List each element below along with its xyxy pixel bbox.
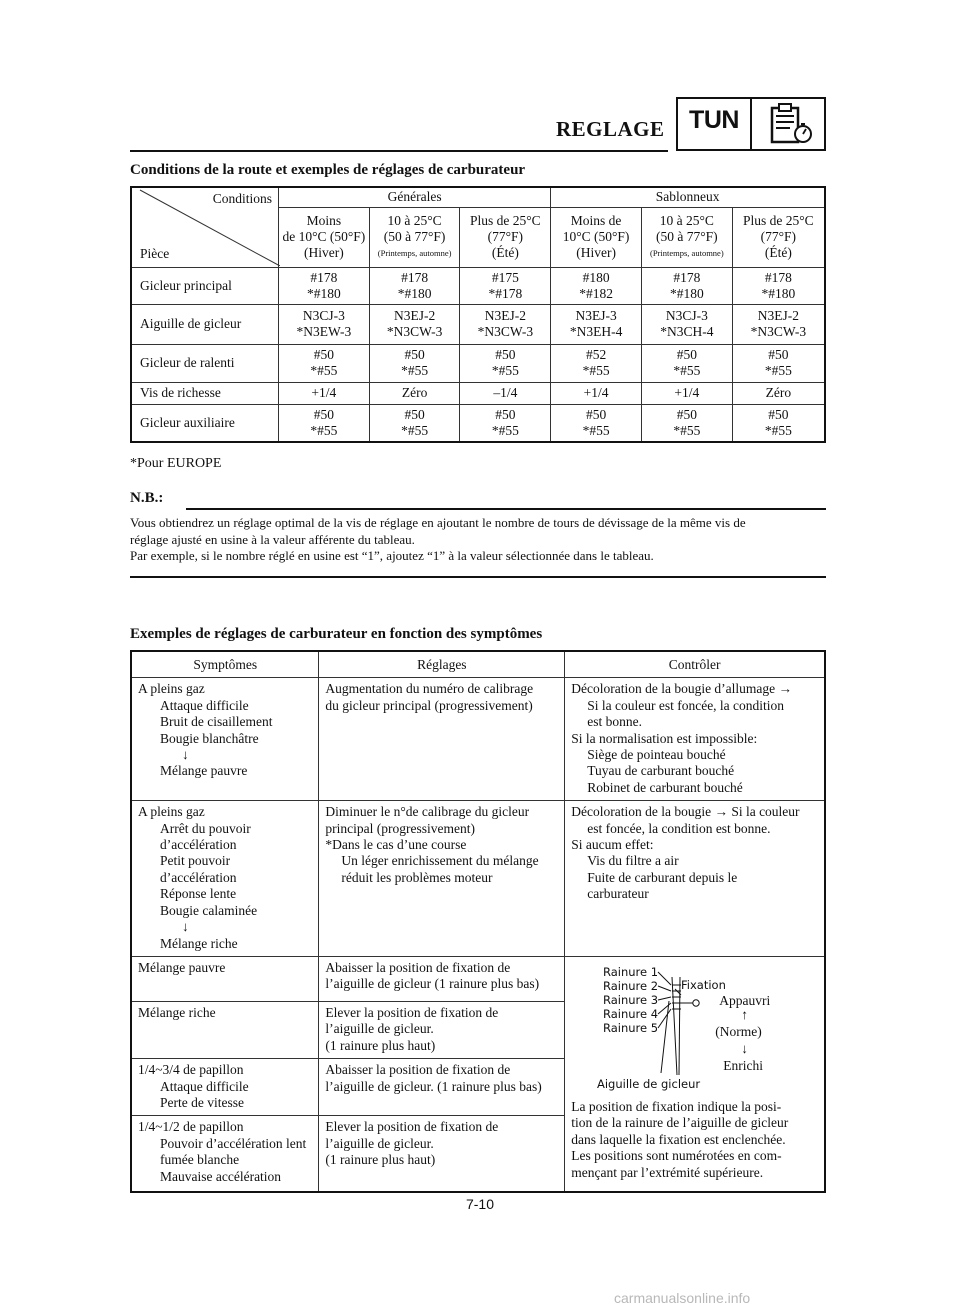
setting-cell — [732, 304, 825, 344]
setting-cell — [369, 382, 460, 404]
setting-cell — [460, 304, 551, 344]
groove-label: Rainure 4 — [603, 1006, 659, 1021]
row-label: Aiguille de gicleur — [131, 304, 278, 344]
symptom-line: Bougie calaminée — [160, 902, 258, 918]
setting-value: *#55 — [673, 363, 701, 378]
symptom-cell — [131, 678, 319, 801]
setting-cell — [460, 267, 551, 304]
setting-value: *#55 — [764, 422, 792, 438]
header-controler: Contrôler — [565, 651, 825, 678]
setting-cell — [641, 267, 732, 304]
column-header-line: (Hiver) — [576, 245, 616, 260]
groove-label: Rainure 2 — [603, 978, 659, 993]
adjustment-cell — [319, 1001, 565, 1058]
adjustment-cell — [319, 956, 565, 1001]
column-header — [732, 207, 825, 267]
setting-cell — [369, 404, 460, 442]
setting-value: N3EJ-2 — [484, 308, 526, 323]
setting-value: *N3CH-4 — [660, 324, 714, 339]
adjustment-line: l’aiguille de gicleur. — [325, 1021, 434, 1037]
symptom-line: Réponse lente — [160, 886, 237, 902]
setting-cell — [732, 404, 825, 442]
check-cell — [565, 801, 825, 957]
column-header — [551, 207, 642, 267]
setting-cell — [369, 304, 460, 344]
setting-value: #50 — [404, 347, 425, 362]
adjustment-cell — [319, 1059, 565, 1116]
symptom-line: d’accélération — [160, 869, 237, 885]
adjustment-line: Diminuer le n°de calibrage du gicleur — [325, 804, 530, 820]
setting-cell — [460, 344, 551, 382]
setting-cell — [641, 304, 732, 344]
setting-cell — [732, 344, 825, 382]
check-line: Si aucum effet: — [571, 837, 654, 853]
symptom-line: Mélange pauvre — [160, 763, 248, 779]
table-row — [131, 678, 825, 801]
note-top-rule — [186, 508, 826, 510]
column-header-line: (Été) — [491, 245, 519, 260]
setting-value: *N3EH-4 — [569, 324, 623, 339]
corner-header-cell — [131, 187, 278, 267]
section1-title: Conditions de la route et exemples de réglages de carburateur — [130, 162, 526, 178]
table-row — [131, 956, 825, 1001]
setting-value: #50 — [313, 347, 334, 362]
column-header-line: 10 à 25°C — [387, 213, 442, 228]
caption-line: dans laquelle la fixation est enclenchée. — [571, 1131, 786, 1147]
column-header-line: Moins de — [570, 213, 622, 228]
group-header-sablonneux: Sablonneux — [551, 187, 825, 207]
groove-label: Rainure 1 — [603, 964, 659, 979]
note-line: Vous obtiendrez un réglage optimal de la vis de réglage en ajoutant le nombre de tours de dévissage de la même vis de — [130, 515, 746, 530]
check-line: est bonne. — [587, 714, 642, 730]
symptom-line: d’accélération — [160, 837, 237, 853]
setting-value: #180 — [582, 269, 610, 285]
symptom-line: fumée blanche — [160, 1152, 240, 1168]
check-line: Vis du filtre a air — [587, 853, 679, 869]
symptom-line: 1/4~3/4 de papillon — [138, 1062, 244, 1078]
tun-badge-label: TUN — [689, 106, 739, 134]
adjustment-line: (1 rainure plus haut) — [325, 1152, 436, 1168]
tun-badge-divider — [750, 97, 752, 151]
section2-title: Exemples de réglages de carburateur en fonction des symptômes — [130, 626, 543, 642]
check-line: est foncée, la condition est bonne. — [587, 820, 771, 836]
adjustment-line: Elever la position de fixation de — [325, 1004, 499, 1020]
column-header-line: de 10°C (50°F) — [282, 229, 366, 244]
setting-value: N3CJ-3 — [665, 308, 708, 323]
enrichi-label: Enrichi — [723, 1057, 763, 1073]
header-reglages: Réglages — [319, 651, 565, 678]
setting-cell — [641, 404, 732, 442]
appauvri-label: Appauvri — [719, 992, 771, 1008]
table-row — [131, 404, 825, 442]
symptom-line: Arrêt du pouvoir — [160, 820, 251, 836]
adjustment-line: réduit les problèmes moteur — [341, 869, 493, 885]
setting-value: #50 — [676, 347, 697, 362]
symptom-line: Bruit de cisaillement — [160, 714, 273, 730]
column-header-line: (77°F) — [487, 229, 524, 244]
note-text — [130, 515, 830, 565]
column-header-line: (Été) — [764, 245, 792, 260]
setting-value: #52 — [585, 347, 607, 362]
corner-conditions-label: Conditions — [212, 191, 272, 206]
symptom-line: Mélange riche — [138, 1004, 216, 1020]
setting-value: *N3EW-3 — [296, 324, 352, 339]
symptom-line: Pouvoir d’accélération lent — [160, 1135, 307, 1151]
symptom-line: Bougie blanchâtre — [160, 730, 259, 746]
symptom-line: Mauvaise accélération — [160, 1168, 282, 1184]
setting-cell — [369, 267, 460, 304]
setting-value: *#180 — [669, 285, 704, 301]
adjustment-line: l’aiguille de gicleur. — [325, 1135, 434, 1151]
note-line: réglage ajusté en usine à la valeur afférente du tableau. — [130, 531, 415, 547]
check-line: Si la couleur — [731, 804, 800, 820]
column-header-line: (Printemps, automne) — [377, 248, 452, 258]
setting-value: N3CJ-3 — [302, 308, 345, 323]
right-arrow-icon: → — [778, 681, 793, 697]
adjustment-line: Abaisser la position de fixation de — [325, 959, 511, 975]
setting-cell — [551, 344, 642, 382]
setting-value: #50 — [495, 347, 516, 362]
symptom-line: Mélange riche — [160, 935, 238, 951]
corner-piece-label: Pièce — [140, 246, 170, 261]
setting-cell — [551, 267, 642, 304]
setting-cell — [732, 267, 825, 304]
check-cell — [565, 678, 825, 801]
setting-value: #178 — [401, 269, 429, 285]
header-symptomes: Symptômes — [131, 651, 319, 678]
needle-diagram-cell — [565, 956, 825, 1191]
setting-cell — [278, 304, 369, 344]
setting-value: *#55 — [401, 363, 429, 378]
column-header-line: Plus de 25°C — [470, 213, 541, 228]
down-arrow-icon: ↓ — [741, 1040, 748, 1056]
setting-value: *#55 — [764, 363, 792, 378]
right-arrow-icon: → — [714, 804, 728, 820]
note-bottom-rule — [130, 576, 826, 578]
caption-line: La position de fixation indique la posi- — [571, 1098, 782, 1114]
symptom-line: Perte de vitesse — [160, 1094, 244, 1110]
column-header — [641, 207, 732, 267]
column-header — [460, 207, 551, 267]
check-line: Siège de pointeau bouché — [587, 747, 726, 763]
adjustment-line: principal (progressivement) — [325, 820, 475, 836]
note-line: Par exemple, si le nombre réglé en usine est “1”, ajoutez “1” à la valeur sélectionnée dans le tableau. — [130, 548, 654, 563]
setting-value: *#55 — [491, 363, 519, 378]
setting-value: Zéro — [401, 385, 428, 400]
column-header-line: 10°C (50°F) — [562, 229, 630, 244]
adjustment-line: du gicleur principal (progressivement) — [325, 697, 533, 713]
symptom-line: Attaque difficile — [160, 1078, 249, 1094]
group-header-generales: Générales — [278, 187, 550, 207]
table-row — [131, 382, 825, 404]
adjustment-cell — [319, 678, 565, 801]
setting-value: N3EJ-3 — [575, 308, 617, 323]
setting-cell — [732, 382, 825, 404]
column-header-line: (50 à 77°F) — [383, 229, 446, 244]
setting-cell — [278, 267, 369, 304]
setting-value: *#178 — [488, 285, 523, 301]
check-line: Décoloration de la bougie — [571, 804, 712, 820]
setting-value: *#55 — [310, 363, 338, 378]
row-label: Gicleur auxiliaire — [131, 404, 278, 442]
setting-value: *#55 — [582, 422, 610, 438]
setting-cell — [551, 382, 642, 404]
column-header-line: Moins — [306, 213, 342, 228]
down-arrow-icon: ↓ — [182, 747, 189, 763]
setting-value: +1/4 — [311, 385, 337, 400]
setting-value: #50 — [495, 406, 516, 422]
check-line: Robinet de carburant bouché — [587, 779, 743, 795]
setting-value: #178 — [310, 269, 338, 285]
up-arrow-icon: ↑ — [741, 1006, 748, 1022]
symptom-line: A pleins gaz — [138, 804, 205, 820]
caption-line: tion de la rainure de l’aiguille de gicleur — [571, 1115, 789, 1131]
check-line: Si la couleur est foncée, la condition — [587, 697, 785, 713]
adjustment-cell — [319, 1116, 565, 1192]
carburetor-settings-table — [130, 186, 826, 443]
header-rule — [130, 150, 668, 152]
adjustment-line: l’aiguille de gicleur (1 rainure plus bas) — [325, 976, 540, 992]
column-header-line: (Printemps, automne) — [650, 248, 724, 258]
setting-value: #50 — [676, 406, 697, 422]
adjustment-line: (1 rainure plus haut) — [325, 1037, 436, 1053]
setting-value: N3EJ-2 — [393, 308, 436, 323]
symptom-line: Attaque difficile — [160, 697, 249, 713]
adjustment-line: Un léger enrichissement du mélange — [341, 853, 539, 869]
symptom-line: A pleins gaz — [138, 681, 205, 697]
setting-value: –1/4 — [493, 385, 518, 400]
norme-label: (Norme) — [715, 1023, 762, 1039]
setting-value: *N3CW-3 — [750, 324, 807, 339]
setting-value: *#55 — [310, 422, 338, 438]
adjustment-line: Augmentation du numéro de calibrage — [325, 681, 534, 697]
setting-cell — [278, 404, 369, 442]
groove-label: Rainure 5 — [603, 1020, 659, 1035]
column-header-line: (77°F) — [760, 229, 797, 244]
symptom-cell — [131, 1001, 319, 1058]
setting-value: #50 — [585, 406, 607, 422]
check-line: carburateur — [587, 886, 649, 902]
check-line: Fuite de carburant depuis le — [587, 869, 738, 885]
setting-value: Zéro — [765, 385, 792, 400]
symptom-line: Petit pouvoir — [160, 853, 231, 869]
setting-value: *#55 — [401, 422, 429, 438]
adjustment-line: Abaisser la position de fixation de — [325, 1062, 511, 1078]
needle-label: Aiguille de gicleur — [597, 1076, 701, 1091]
clipboard-stopwatch-icon — [766, 102, 816, 146]
setting-value: +1/4 — [583, 385, 609, 400]
row-label: Vis de richesse — [131, 382, 278, 404]
table-row — [131, 344, 825, 382]
setting-value: *#55 — [491, 422, 519, 438]
column-header-line: 10 à 25°C — [659, 213, 714, 228]
symptom-line: Mélange pauvre — [138, 959, 226, 975]
settings-table-body — [131, 267, 825, 442]
setting-value: #178 — [764, 269, 792, 285]
setting-value: *#180 — [397, 285, 432, 301]
footnote-europe: *Pour EUROPE — [130, 456, 222, 471]
setting-value: *#180 — [761, 285, 796, 301]
column-header-line: (Hiver) — [303, 245, 344, 260]
setting-value: *N3CW-3 — [386, 324, 443, 339]
setting-value: *N3CW-3 — [477, 324, 534, 339]
check-line: Décoloration de la bougie d’allumage — [571, 681, 776, 697]
adjustment-line: Elever la position de fixation de — [325, 1119, 499, 1135]
note-label: N.B.: — [130, 490, 164, 506]
watermark: carmanualsonline.info — [614, 1290, 751, 1306]
symptom-cell — [131, 801, 319, 957]
groove-label: Rainure 3 — [603, 992, 659, 1007]
diagram-caption — [571, 1099, 825, 1181]
column-header — [369, 207, 460, 267]
setting-value: *#55 — [673, 422, 701, 438]
setting-value: #50 — [404, 406, 425, 422]
check-line: Si la normalisation est impossible: — [571, 730, 758, 746]
setting-value: #178 — [673, 269, 701, 285]
setting-value: #50 — [768, 347, 789, 362]
setting-cell — [369, 344, 460, 382]
caption-line: mençant par l’extrémité supérieure. — [571, 1164, 764, 1180]
fixation-label: Fixation — [681, 977, 727, 992]
check-line: Tuyau de carburant bouché — [587, 763, 735, 779]
page-title: REGLAGE — [556, 117, 665, 141]
table-row — [131, 267, 825, 304]
adjustment-line: l’aiguille de gicleur. (1 rainure plus bas) — [325, 1078, 542, 1094]
setting-cell — [641, 382, 732, 404]
setting-value: *#180 — [306, 285, 341, 301]
adjustment-line: *Dans le cas d’une course — [325, 837, 467, 853]
setting-cell — [460, 382, 551, 404]
table-row — [131, 304, 825, 344]
setting-value: *#55 — [582, 363, 610, 378]
table-row — [131, 801, 825, 957]
setting-cell — [551, 404, 642, 442]
column-header — [278, 207, 369, 267]
setting-cell — [551, 304, 642, 344]
setting-cell — [278, 344, 369, 382]
symptom-cell — [131, 1116, 319, 1192]
symptoms-table — [130, 650, 826, 1193]
row-label: Gicleur de ralenti — [131, 344, 278, 382]
page-number: 7-10 — [465, 1196, 495, 1212]
down-arrow-icon: ↓ — [182, 919, 189, 935]
column-header-line: Plus de 25°C — [743, 213, 814, 228]
setting-value: *#182 — [579, 285, 613, 301]
setting-value: +1/4 — [674, 385, 700, 400]
setting-value: N3EJ-2 — [757, 308, 799, 323]
symptom-cell — [131, 1059, 319, 1116]
needle-clip-diagram — [565, 957, 827, 1097]
symptom-cell — [131, 956, 319, 1001]
setting-cell — [460, 404, 551, 442]
caption-line: Les positions sont numérotées en com- — [571, 1148, 782, 1164]
setting-value: #175 — [491, 269, 519, 285]
adjustment-cell — [319, 801, 565, 957]
column-header-line: (50 à 77°F) — [656, 229, 718, 244]
setting-cell — [641, 344, 732, 382]
symptom-line: 1/4~1/2 de papillon — [138, 1119, 244, 1135]
setting-value: #50 — [313, 406, 334, 422]
row-label: Gicleur principal — [131, 267, 278, 304]
setting-value: #50 — [768, 406, 789, 422]
setting-cell — [278, 382, 369, 404]
